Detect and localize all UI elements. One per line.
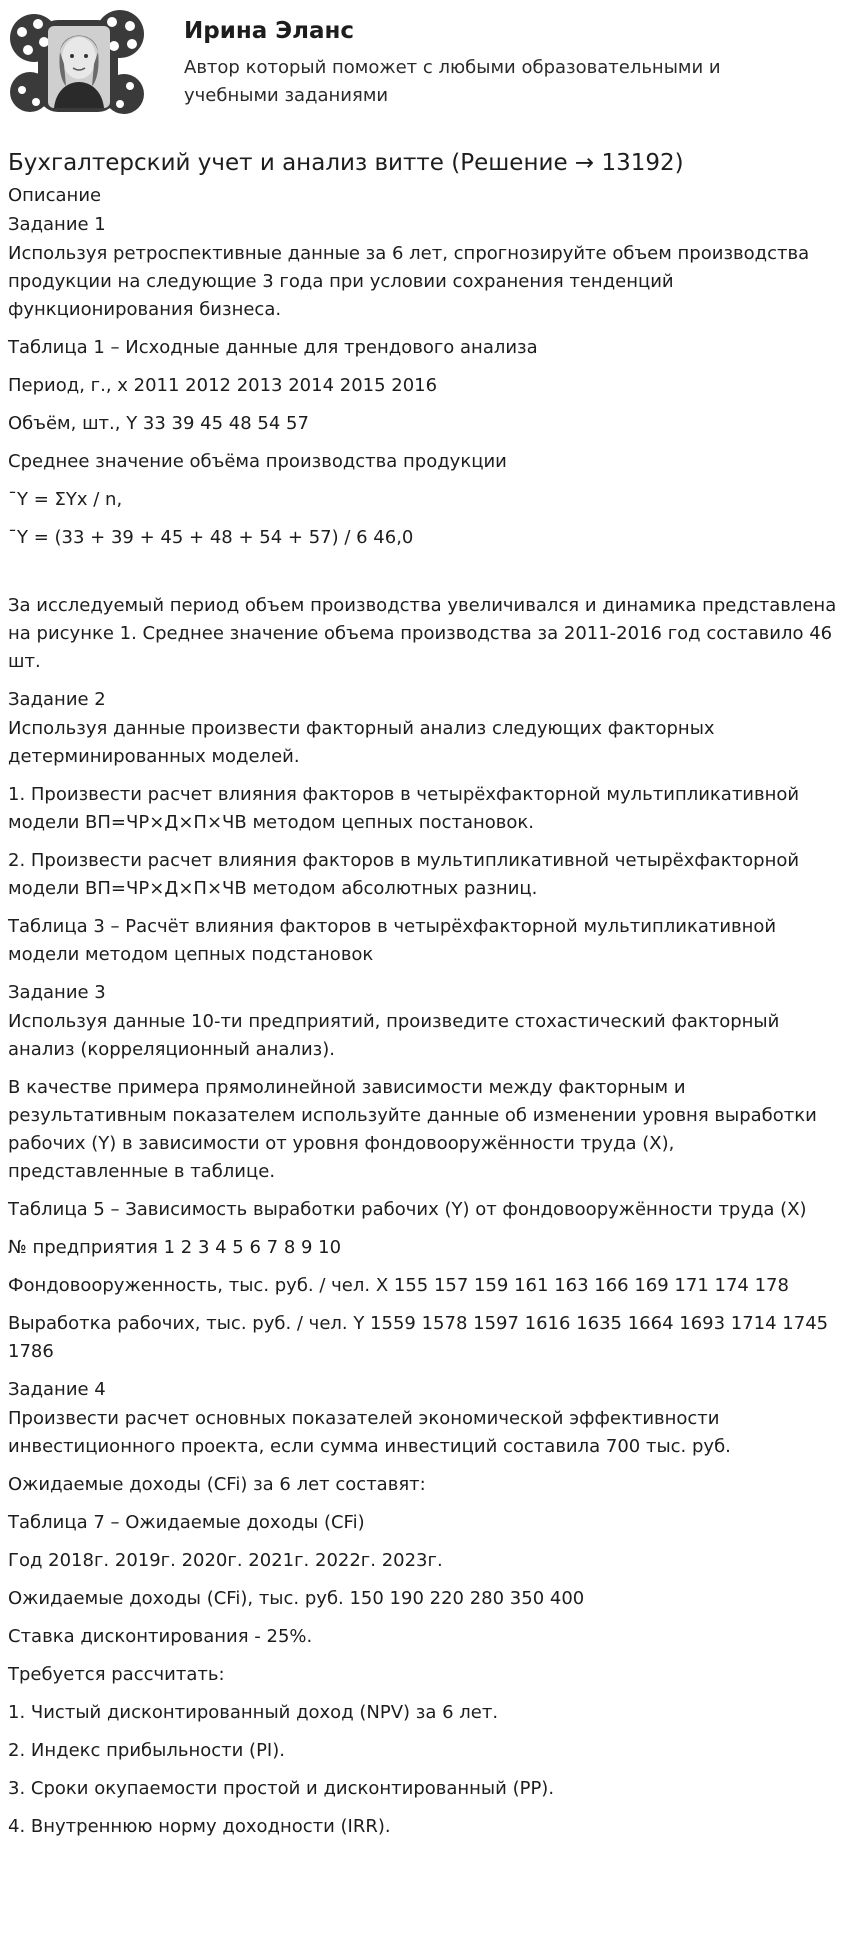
task1-heading: Задание 1 (8, 214, 106, 235)
description-label: Описание (8, 185, 102, 206)
task3-table-enterprise-row: № предприятия 1 2 3 4 5 6 7 8 9 10 (8, 1237, 342, 1258)
author-card (8, 6, 828, 126)
task4-paragraph: Ожидаемые доходы (CFi) за 6 лет составят: (8, 1474, 426, 1495)
page-title: Бухгалтерский учет и анализ витте (Решение → 13192) (8, 150, 684, 176)
task2-table-caption: Таблица 3 – Расчёт влияния факторов в четырёхфакторной мультипликативной модели методом цепных подстановок (8, 916, 777, 965)
author-avatar (8, 6, 146, 124)
task4-heading: Задание 4 (8, 1379, 106, 1400)
task4-table-caption: Таблица 7 – Ожидаемые доходы (CFi) (8, 1512, 365, 1533)
author-name: Ирина Эланс (184, 18, 355, 44)
task4-requirement-2: 2. Индекс прибыльности (PI). (8, 1740, 285, 1761)
task1-table-period-row: Период, г., x 2011 2012 2013 2014 2015 2016 (8, 375, 438, 396)
task2-item-1: 1. Произвести расчет влияния факторов в четырёхфакторной мультипликативной модели ВП=ЧР×Д×П×ЧВ методом цепных постановок. (8, 784, 800, 833)
task1-table-caption: Таблица 1 – Исходные данные для трендового анализа (8, 337, 538, 358)
task1-paragraph: Среднее значение объёма производства продукции (8, 451, 507, 472)
task1-table-volume-row: Объём, шт., Y 33 39 45 48 54 57 (8, 413, 309, 434)
task4-table-year-row: Год 2018г. 2019г. 2020г. 2021г. 2022г. 2023г. (8, 1550, 443, 1571)
task4-table-income-row: Ожидаемые доходы (CFi), тыс. руб. 150 190 220 280 350 400 (8, 1588, 585, 1609)
task1-conclusion: За исследуемый период объем производства увеличивался и динамика представлена на рисунке 1. Среднее значение объема производства за 2011-2016 год составило 46 шт. (8, 595, 837, 672)
task3-table-caption: Таблица 5 – Зависимость выработки рабочих (Y) от фондовооружённости труда (X) (8, 1199, 807, 1220)
task4-requirement-3: 3. Сроки окупаемости простой и дисконтированный (PP). (8, 1778, 555, 1799)
task4-requirement-1: 1. Чистый дисконтированный доход (NPV) за 6 лет. (8, 1702, 499, 1723)
task4-paragraph: Произвести расчет основных показателей экономической эффективности инвестиционного проекта, если сумма инвестиций составила 700 тыс. руб. (8, 1408, 731, 1457)
task3-table-y-row: Выработка рабочих, тыс. руб. / чел. Y 1559 1578 1597 1616 1635 1664 1693 1714 1745 1786 (8, 1313, 829, 1362)
author-description: Автор который поможет с любыми образовательными и учебными заданиями (184, 57, 721, 106)
task3-table-x-row: Фондовооруженность, тыс. руб. / чел. X 155 157 159 161 163 166 169 171 174 178 (8, 1275, 789, 1296)
task4-discount-rate: Ставка дисконтирования - 25%. (8, 1626, 313, 1647)
task1-formula: ¯Y = ΣYx / n, (8, 489, 123, 510)
task4-requirement-4: 4. Внутреннюю норму доходности (IRR). (8, 1816, 391, 1837)
article-content (8, 146, 838, 1851)
task2-item-2: 2. Произвести расчет влияния факторов в мультипликативной четырёхфакторной модели ВП=ЧР×Д×П×ЧВ методом абсолютных разниц. (8, 850, 800, 899)
task3-paragraph: Используя данные 10-ти предприятий, произведите стохастический факторный анализ (корреляционный анализ). (8, 1011, 780, 1060)
task4-requirements-label: Требуется рассчитать: (8, 1664, 225, 1685)
task1-paragraph: Используя ретроспективные данные за 6 лет, спрогнозируйте объем производства продукции на следующие 3 года при условии сохранения тенденций функционирования бизнеса. (8, 243, 810, 320)
task2-heading: Задание 2 (8, 689, 106, 710)
task1-formula-calc: ¯Y = (33 + 39 + 45 + 48 + 54 + 57) / 6 46,0 (8, 527, 414, 548)
task2-paragraph: Используя данные произвести факторный анализ следующих факторных детерминированных моделей. (8, 718, 715, 767)
task3-heading: Задание 3 (8, 982, 106, 1003)
spacer (8, 562, 838, 592)
task3-paragraph: В качестве примера прямолинейной зависимости между факторным и результативным показателем используйте данные об изменении уровня выработки рабочих (Y) в зависимости от уровня фондовооружённости труда (X), представленные в таблице. (8, 1077, 817, 1182)
